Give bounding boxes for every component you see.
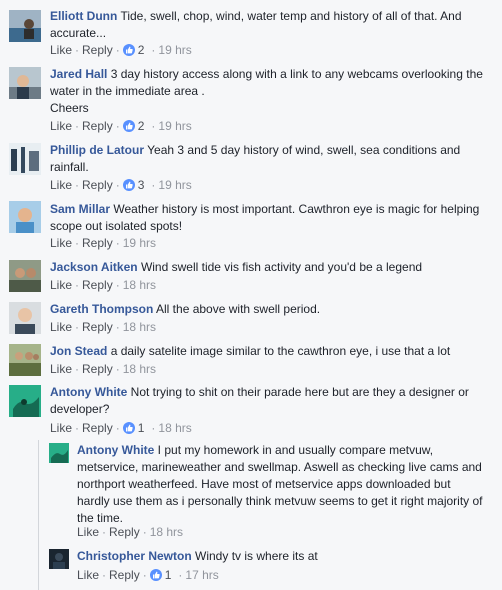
comment-actions	[77, 567, 219, 583]
like-button[interactable]: Like	[50, 236, 73, 250]
avatar[interactable]	[9, 67, 41, 99]
timestamp[interactable]: 19 hrs	[158, 119, 192, 133]
separator: ·	[102, 525, 107, 539]
comment-text: Not trying to shit on their parade here but are they a designer or developer?	[50, 385, 469, 416]
separator: ·	[75, 178, 80, 192]
reaction-count[interactable]: 2	[137, 43, 145, 57]
reply-button[interactable]: Reply	[82, 178, 113, 192]
author-name[interactable]: Antony White	[77, 443, 155, 457]
like-button[interactable]: Like	[50, 320, 73, 334]
timestamp[interactable]: 17 hrs	[185, 568, 219, 582]
separator: ·	[75, 421, 80, 435]
comment-actions	[77, 524, 183, 540]
author-name[interactable]: Christopher Newton	[77, 549, 192, 563]
comment-body	[50, 301, 484, 318]
avatar[interactable]	[49, 549, 69, 569]
separator: ·	[115, 320, 120, 334]
like-button[interactable]: Like	[50, 278, 73, 292]
separator: ·	[151, 178, 156, 192]
comment-text: Tide, swell, chop, wind, water temp and history of all of that. And accurate...	[50, 9, 462, 40]
separator: ·	[75, 320, 80, 334]
comment-actions	[50, 42, 192, 58]
separator: ·	[151, 421, 156, 435]
comment-text-extra: Cheers	[50, 101, 89, 115]
author-name[interactable]: Gareth Thompson	[50, 302, 154, 316]
reply-button[interactable]: Reply	[82, 362, 113, 376]
timestamp[interactable]: 19 hrs	[158, 178, 192, 192]
comment-actions	[50, 177, 192, 193]
author-name[interactable]: Jackson Aitken	[50, 260, 138, 274]
timestamp[interactable]: 18 hrs	[149, 525, 184, 539]
timestamp[interactable]: 18 hrs	[158, 421, 192, 435]
comment-text: Wind swell tide vis fish activity and you'd be a legend	[140, 260, 423, 274]
timestamp[interactable]: 19 hrs	[122, 236, 157, 250]
reply-button[interactable]: Reply	[82, 43, 113, 57]
like-button[interactable]: Like	[50, 362, 73, 376]
thumbs-up-icon[interactable]	[123, 120, 135, 132]
thumbs-up-icon[interactable]	[123, 179, 135, 191]
comment-actions	[50, 361, 156, 377]
author-name[interactable]: Sam Millar	[50, 202, 111, 216]
avatar[interactable]	[9, 143, 41, 175]
comment-text: a daily satelite image similar to the cawthron eye, i use that a lot	[110, 344, 451, 358]
reaction-count[interactable]: 1	[164, 568, 172, 582]
comment-actions	[50, 420, 192, 436]
thumbs-up-icon[interactable]	[123, 44, 135, 56]
timestamp[interactable]: 18 hrs	[122, 362, 157, 376]
comment-body	[50, 8, 484, 42]
thumbs-up-icon[interactable]	[123, 422, 135, 434]
comment-body	[50, 343, 484, 360]
comment-text: Windy tv is where its at	[195, 549, 318, 563]
reaction-count[interactable]: 1	[137, 421, 145, 435]
reply-button[interactable]: Reply	[82, 320, 113, 334]
comment-body	[50, 259, 484, 276]
comment-body	[50, 66, 484, 117]
separator: ·	[75, 278, 80, 292]
separator: ·	[75, 119, 80, 133]
avatar[interactable]	[9, 201, 41, 233]
comment-text: I put my homework in and usually compare metvuw, metservice, marineweather and swellmap. Aswell as checking live cams and northport weatherfeed. Have most of metservice apps downloaded but hardly use them as i personally think metvuw seems to get it right majority of the time.	[77, 443, 483, 525]
separator: ·	[115, 278, 120, 292]
author-name[interactable]: Antony White	[50, 385, 128, 399]
separator: ·	[178, 568, 183, 582]
reply-thread-line	[38, 440, 39, 590]
reply-button[interactable]: Reply	[82, 421, 113, 435]
author-name[interactable]: Jared Hall	[50, 67, 108, 81]
avatar[interactable]	[9, 385, 41, 417]
author-name[interactable]: Phillip de Latour	[50, 143, 145, 157]
comment-body	[50, 142, 484, 176]
avatar[interactable]	[9, 10, 41, 42]
like-button[interactable]: Like	[77, 568, 100, 582]
comment-body	[77, 442, 484, 527]
reply-button[interactable]: Reply	[109, 525, 140, 539]
avatar[interactable]	[9, 344, 41, 376]
reply-button[interactable]: Reply	[82, 119, 113, 133]
like-button[interactable]: Like	[50, 421, 73, 435]
avatar[interactable]	[9, 302, 41, 334]
comment-actions	[50, 235, 156, 251]
separator: ·	[75, 236, 80, 250]
separator: ·	[115, 236, 120, 250]
separator: ·	[115, 421, 120, 435]
author-name[interactable]: Jon Stead	[50, 344, 108, 358]
reply-button[interactable]: Reply	[82, 236, 113, 250]
timestamp[interactable]: 19 hrs	[158, 43, 192, 57]
comment-text: All the above with swell period.	[156, 302, 321, 316]
thumbs-up-icon[interactable]	[150, 569, 162, 581]
separator: ·	[151, 119, 156, 133]
comment-actions	[50, 118, 192, 134]
separator: ·	[115, 119, 120, 133]
separator: ·	[115, 362, 120, 376]
comment-actions	[50, 319, 156, 335]
like-button[interactable]: Like	[50, 178, 73, 192]
comment-text: Yeah 3 and 5 day history of wind, swell, sea conditions and rainfall.	[50, 143, 461, 174]
separator: ·	[115, 43, 120, 57]
reply-button[interactable]: Reply	[109, 568, 140, 582]
separator: ·	[142, 525, 147, 539]
separator: ·	[151, 43, 156, 57]
comment-text: 3 day history access along with a link to any webcams overlooking the water in the immediate area .	[50, 67, 483, 98]
comment-body	[50, 384, 484, 418]
comment-body	[50, 201, 484, 235]
comment-actions	[50, 277, 156, 293]
timestamp[interactable]: 18 hrs	[122, 278, 157, 292]
separator: ·	[75, 362, 80, 376]
like-button[interactable]: Like	[50, 119, 73, 133]
author-name[interactable]: Elliott Dunn	[50, 9, 118, 23]
separator: ·	[75, 43, 80, 57]
reaction-count[interactable]: 3	[137, 178, 145, 192]
avatar[interactable]	[49, 443, 69, 463]
separator: ·	[115, 178, 120, 192]
avatar[interactable]	[9, 260, 41, 292]
separator: ·	[142, 568, 147, 582]
timestamp[interactable]: 18 hrs	[122, 320, 157, 334]
comment-text: Weather history is most important. Cawthron eye is magic for helping scope out isolated spots!	[50, 202, 480, 233]
comment-body	[77, 548, 484, 565]
like-button[interactable]: Like	[77, 525, 100, 539]
reply-button[interactable]: Reply	[82, 278, 113, 292]
like-button[interactable]: Like	[50, 43, 73, 57]
reaction-count[interactable]: 2	[137, 119, 145, 133]
separator: ·	[102, 568, 107, 582]
